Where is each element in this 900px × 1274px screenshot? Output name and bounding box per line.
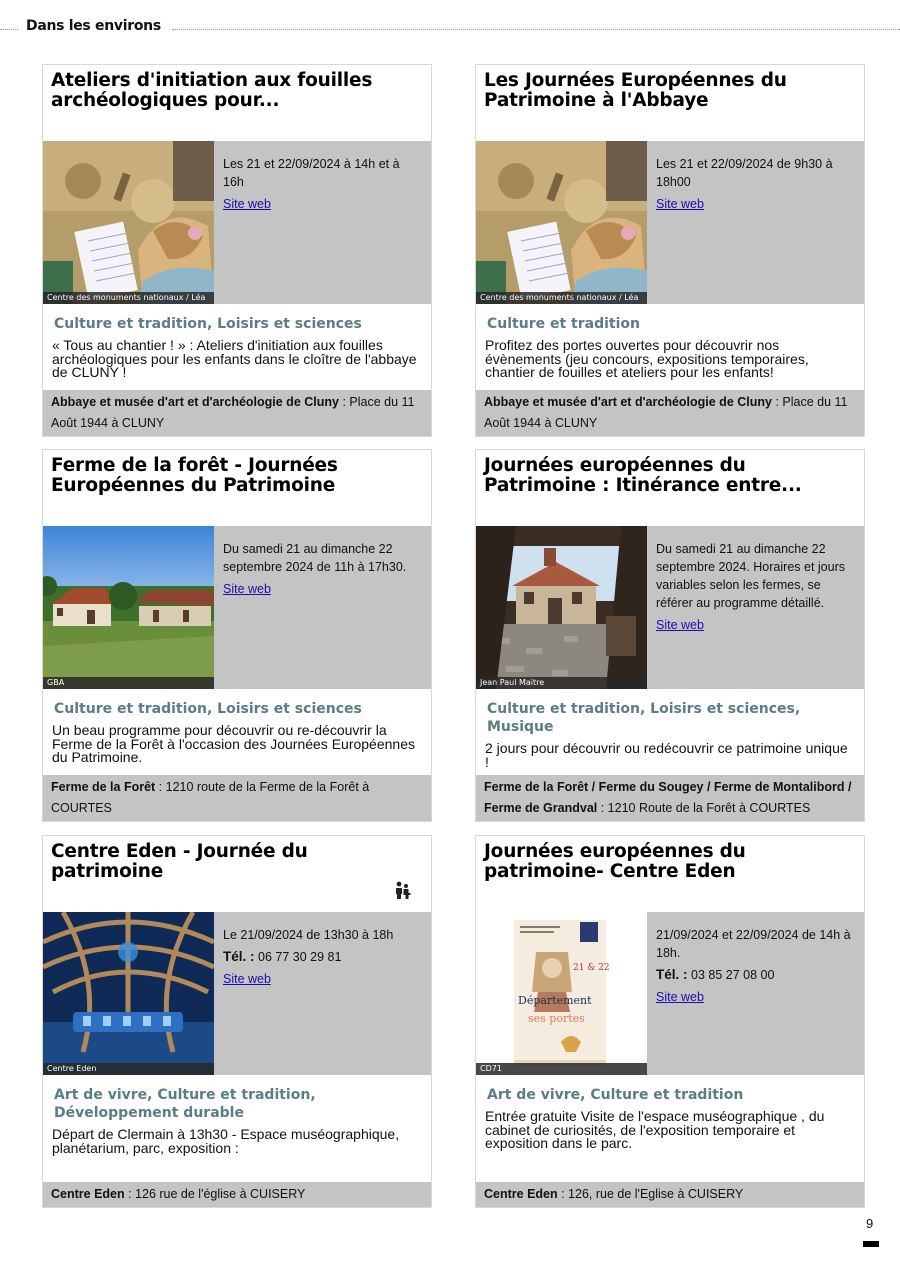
venue-name: Ferme de la Forêt xyxy=(51,780,156,794)
event-description: Un beau programme pour découvrir ou re-découvrir la Ferme de la Forêt à l'occasion des Journées Européennes du Patrimoine. xyxy=(52,722,415,765)
barn-photo xyxy=(476,526,647,689)
venue-address: : 126, rue de l'Eglise à CUISERY xyxy=(557,1187,744,1201)
event-card xyxy=(42,64,432,437)
event-card xyxy=(42,449,432,822)
event-photo[interactable] xyxy=(476,141,647,304)
museum-photo xyxy=(43,912,214,1075)
venue-name: Centre Eden xyxy=(484,1187,558,1201)
archaeology-photo xyxy=(476,141,647,304)
event-title[interactable]: Journées européennes du Patrimoine : Itinérance entre... xyxy=(484,455,802,496)
poster-line2: ses portes xyxy=(528,1012,585,1025)
event-photo[interactable] xyxy=(43,526,214,689)
photo-credit: Centre des monuments nationaux / Léa xyxy=(476,292,647,304)
event-address xyxy=(43,390,431,436)
event-category: Art de vivre, Culture et tradition xyxy=(487,1087,744,1103)
card-info xyxy=(647,912,864,1075)
phone-number[interactable]: 06 77 30 29 81 xyxy=(254,950,342,964)
venue-name: Abbaye et musée d'art et d'archéologie de Cluny xyxy=(51,395,339,409)
card-header xyxy=(476,65,864,141)
event-title[interactable]: Ateliers d'initiation aux fouilles archéologiques pour... xyxy=(51,70,373,111)
event-description: 2 jours pour découvrir ou redécouvrir ce patrimoine unique ! xyxy=(485,740,848,770)
event-card xyxy=(475,64,865,437)
event-address xyxy=(476,775,864,821)
event-card xyxy=(475,835,865,1208)
website-link[interactable]: Site web xyxy=(223,197,271,211)
event-category: Culture et tradition, Loisirs et sciences xyxy=(54,316,362,332)
event-dates: Le 21/09/2024 de 13h30 à 18h xyxy=(223,928,394,942)
event-description: « Tous au chantier ! » : Ateliers d'initiation aux fouilles archéologiques pour les enfants dans le cloître de l'abbaye de CLUNY ! xyxy=(52,337,417,380)
event-address xyxy=(476,1182,864,1207)
venue-address: : Place du 11 Août 1944 à CLUNY xyxy=(51,395,415,430)
event-address xyxy=(476,390,864,436)
card-info xyxy=(647,141,864,304)
header-rule-left xyxy=(0,29,18,30)
event-card xyxy=(42,835,432,1208)
poster-line1: Département xyxy=(518,994,592,1007)
event-dates: Les 21 et 22/09/2024 de 9h30 à 18h00 xyxy=(656,157,833,189)
venue-address: : 126 rue de l'église à CUISERY xyxy=(124,1187,306,1201)
website-link[interactable]: Site web xyxy=(223,582,271,596)
event-category: Culture et tradition, Loisirs et sciences xyxy=(54,701,362,717)
website-link[interactable]: Site web xyxy=(656,197,704,211)
card-header xyxy=(476,450,864,526)
venue-address: : 1210 Route de la Forêt à COURTES xyxy=(597,801,811,815)
website-link[interactable]: Site web xyxy=(223,972,271,986)
card-media-row xyxy=(43,526,431,689)
website-link[interactable]: Site web xyxy=(656,990,704,1004)
event-description: Entrée gratuite Visite de l'espace muséographique , du cabinet de curiosités, de l'exposition temporaire et exposition dans le parc. xyxy=(485,1108,825,1151)
card-media-row xyxy=(476,912,864,1075)
card-info xyxy=(647,526,864,689)
event-title[interactable]: Les Journées Européennes du Patrimoine à l'Abbaye xyxy=(484,70,787,111)
farm-photo xyxy=(43,526,214,689)
phone-label: Tél. : xyxy=(223,949,255,964)
event-dates: Du samedi 21 au dimanche 22 septembre 2024 de 11h à 17h30. xyxy=(223,542,407,574)
event-category: Art de vivre, Culture et tradition, Développement durable xyxy=(54,1087,316,1121)
event-category: Culture et tradition xyxy=(487,316,640,332)
card-info xyxy=(214,141,431,304)
card-info xyxy=(214,912,401,1075)
venue-name: Ferme de la Forêt / Ferme du Sougey / Ferme de Montalibord / Ferme de Grandval xyxy=(484,780,852,815)
event-photo[interactable] xyxy=(43,912,214,1075)
venue-name: Abbaye et musée d'art et d'archéologie de Cluny xyxy=(484,395,772,409)
phone-label: Tél. : xyxy=(656,967,688,982)
event-dates: Les 21 et 22/09/2024 à 14h et à 16h xyxy=(223,157,400,189)
card-header xyxy=(476,836,864,912)
event-title[interactable]: Ferme de la forêt - Journées Européennes du Patrimoine xyxy=(51,455,338,496)
section-title: Dans les environs xyxy=(26,18,161,34)
card-header xyxy=(43,65,431,141)
event-title[interactable]: Journées européennes du patrimoine- Centre Eden xyxy=(484,841,746,882)
card-info xyxy=(214,526,431,689)
photo-credit: Centre Eden xyxy=(43,1063,214,1075)
section-header xyxy=(0,18,900,38)
event-description: Profitez des portes ouvertes pour découvrir nos évènements (jeu concours, expositions temporaires, chantier de fouilles et ateliers pour les enfants! xyxy=(485,337,809,380)
phone-number[interactable]: 03 85 27 08 00 xyxy=(687,968,775,982)
card-header xyxy=(43,836,431,912)
event-dates: Du samedi 21 au dimanche 22 septembre 2024. Horaires et jours variables selon les fermes, se référer au programme détaillé. xyxy=(656,542,845,610)
card-media-row xyxy=(43,141,431,304)
venue-address: : 1210 route de la Ferme de la Forêt à COURTES xyxy=(51,780,370,815)
card-media-row xyxy=(476,141,864,304)
card-media-row xyxy=(476,526,864,689)
photo-credit: CD71 xyxy=(476,1063,647,1075)
event-category: Culture et tradition, Loisirs et sciences, Musique xyxy=(487,701,801,735)
page-number: 9 xyxy=(866,1216,874,1231)
event-card xyxy=(475,449,865,822)
phone xyxy=(223,948,393,966)
card-media-row xyxy=(43,912,431,1075)
family-icon xyxy=(393,880,413,900)
poster-dates: 21 & 22 xyxy=(573,963,610,973)
archaeology-photo xyxy=(43,141,214,304)
event-photo[interactable] xyxy=(476,912,647,1075)
event-photo[interactable] xyxy=(43,141,214,304)
event-dates: 21/09/2024 et 22/09/2024 de 14h à 18h. xyxy=(656,928,851,960)
venue-name: Centre Eden xyxy=(51,1187,125,1201)
page-marker xyxy=(863,1241,879,1247)
event-photo[interactable] xyxy=(476,526,647,689)
header-rule-right xyxy=(172,29,900,30)
venue-address: : Place du 11 Août 1944 à CLUNY xyxy=(484,395,848,430)
event-title[interactable]: Centre Eden - Journée du patrimoine xyxy=(51,841,308,882)
phone xyxy=(656,966,856,984)
card-header xyxy=(43,450,431,526)
photo-credit: GBA xyxy=(43,677,214,689)
poster-image xyxy=(476,912,647,1075)
photo-credit: Jean Paul Maitre xyxy=(476,677,647,689)
event-address xyxy=(43,1182,431,1207)
website-link[interactable]: Site web xyxy=(656,618,704,632)
event-address xyxy=(43,775,431,821)
event-description: Départ de Clermain à 13h30 - Espace muséographique, planétarium, parc, exposition : xyxy=(52,1126,400,1156)
photo-credit: Centre des monuments nationaux / Léa xyxy=(43,292,214,304)
